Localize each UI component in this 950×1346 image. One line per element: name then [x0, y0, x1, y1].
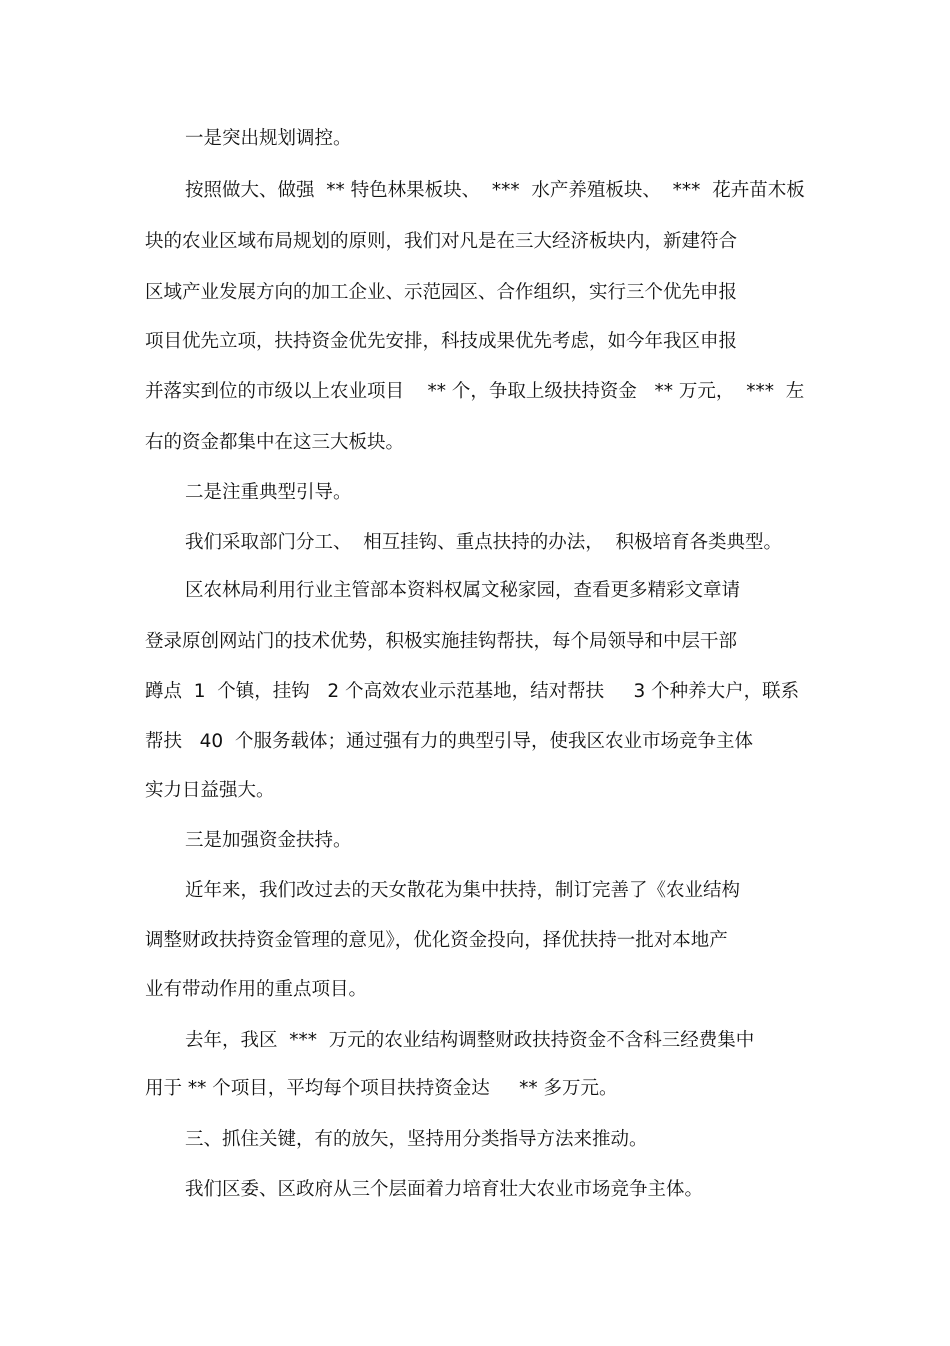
paragraph-line: 用于 ** 个项目，平均每个项目扶持资金达 ** 多万元。 — [145, 1078, 618, 1099]
paragraph-line: 按照做大、做强 ** 特色林果板块、 *** 水产养殖板块、 *** 花卉苗木板 — [185, 180, 805, 201]
paragraph-line: 我们区委、区政府从三个层面着力培育壮大农业市场竞争主体。 — [185, 1179, 704, 1200]
paragraph-line: 右的资金都集中在这三大板块。 — [145, 432, 405, 453]
heading-2: 二是注重典型引导。 — [185, 482, 352, 503]
paragraph-line: 调整财政扶持资金管理的意见》，优化资金投向，择优扶持一批对本地产 — [145, 930, 728, 951]
paragraph-line: 项目优先立项，扶持资金优先安排，科技成果优先考虑，如今年我区申报 — [145, 331, 738, 352]
paragraph-line: 帮扶 40 个服务载体；通过强有力的典型引导，使我区农业市场竞争主体 — [145, 731, 753, 752]
paragraph-line: 登录原创网站门的技术优势，积极实施挂钩帮扶，每个局领导和中层干部 — [145, 631, 738, 652]
heading-4: 三、抓住关键，有的放矢，坚持用分类指导方法来推动。 — [185, 1129, 648, 1150]
paragraph-line: 并落实到位的市级以上农业项目 ** 个，争取上级扶持资金 ** 万元， *** 左 — [145, 381, 805, 402]
paragraph-line: 蹲点 1 个镇，挂钩 2 个高效农业示范基地，结对帮扶 3 个种养大户，联系 — [145, 681, 800, 702]
paragraph-line: 实力日益强大。 — [145, 780, 275, 801]
paragraph-line: 区域产业发展方向的加工企业、示范园区、合作组织，实行三个优先申报 — [145, 282, 738, 303]
paragraph-line: 我们采取部门分工、 相互挂钩、重点扶持的办法， 积极培育各类典型。 — [185, 532, 783, 553]
paragraph-line: 去年，我区 *** 万元的农业结构调整财政扶持资金不含科三经费集中 — [185, 1030, 755, 1051]
paragraph-line: 区农林局利用行业主管部本资料权属文秘家园，查看更多精彩文章请 — [185, 580, 741, 601]
paragraph-line: 业有带动作用的重点项目。 — [145, 979, 368, 1000]
paragraph-line: 块的农业区域布局规划的原则，我们对凡是在三大经济板块内，新建符合 — [145, 231, 738, 252]
heading-1: 一是突出规划调控。 — [185, 128, 352, 149]
paragraph-line: 近年来，我们改过去的天女散花为集中扶持，制订完善了《农业结构 — [185, 880, 741, 901]
heading-3: 三是加强资金扶持。 — [185, 830, 352, 851]
